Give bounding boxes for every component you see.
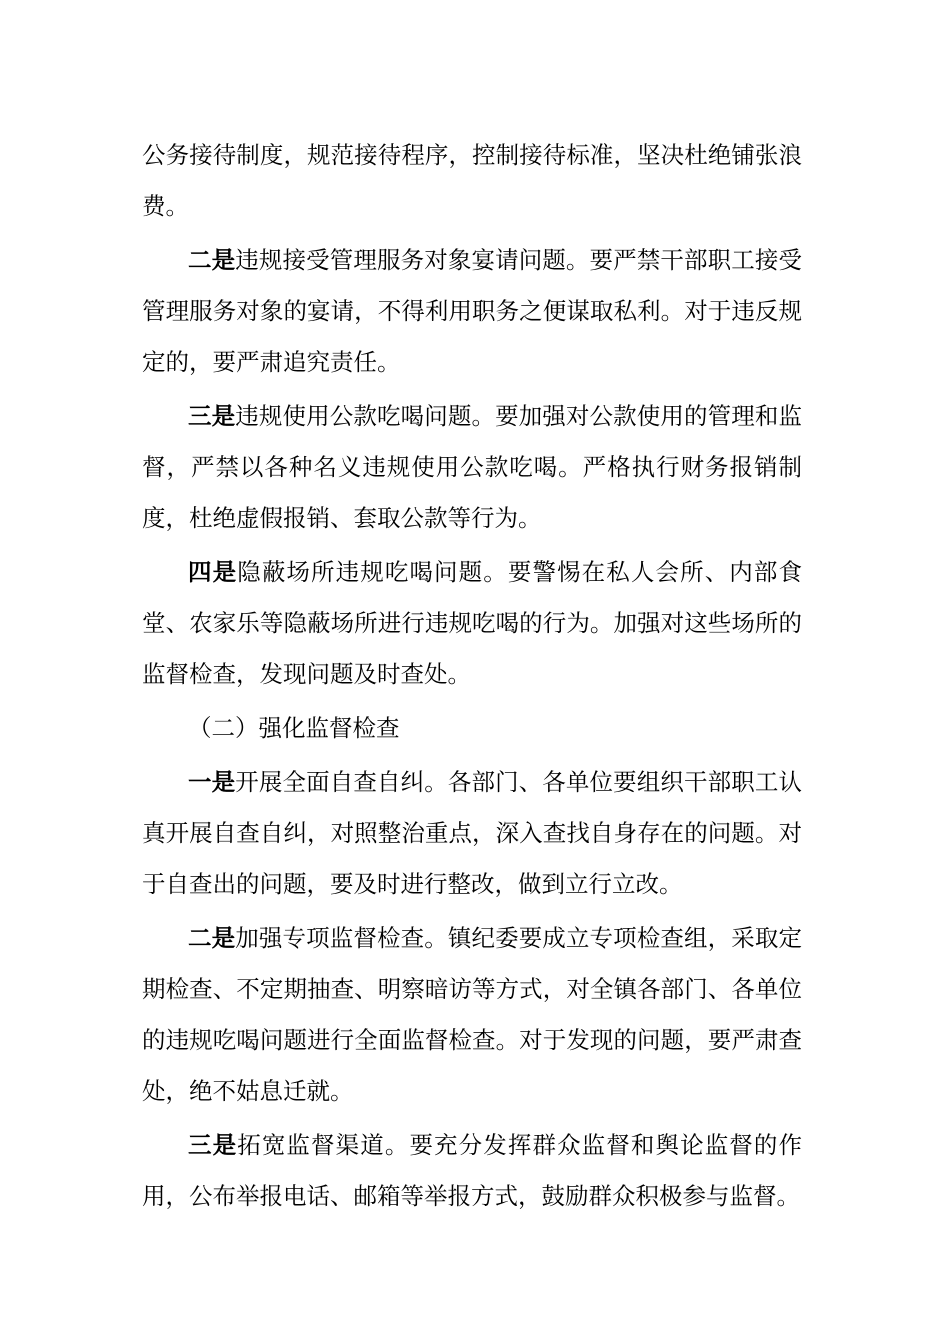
paragraph-text: 拓宽监督渠道。要充分发挥群众监督和舆论监督的作用，公布举报电话、邮箱等举报方式，鼓励群众积极参与监督。 (142, 1131, 803, 1210)
paragraph-item-3 (142, 391, 802, 544)
section-heading: （二）强化监督检查 (188, 714, 400, 742)
paragraph-lead: 三是 (188, 1131, 238, 1159)
section-paragraph-1 (142, 757, 802, 910)
paragraph-text: 公务接待制度，规范接待程序，控制接待标准，坚决杜绝铺张浪费。 (142, 141, 802, 220)
section-paragraph-3 (142, 1120, 802, 1222)
paragraph-lead: 三是 (188, 402, 236, 430)
paragraph-text: 违规接受管理服务对象宴请问题。要严禁干部职工接受管理服务对象的宴请，不得利用职务之便谋取私利。对于违反规定的，要严肃追究责任。 (142, 246, 803, 376)
paragraph-lead: 四是 (188, 558, 238, 586)
paragraph-lead: 二是 (188, 246, 236, 274)
paragraph-lead: 二是 (188, 924, 236, 952)
section-paragraph-2 (142, 913, 802, 1117)
paragraph-text: 开展全面自查自纠。各部门、各单位要组织干部职工认真开展自查自纠，对照整治重点，深入查找自身存在的问题。对于自查出的问题，要及时进行整改，做到立行立改。 (142, 768, 803, 898)
paragraph-text: 加强专项监督检查。镇纪委要成立专项检查组，采取定期检查、不定期抽查、明察暗访等方式，对全镇各部门、各单位的违规吃喝问题进行全面监督检查。对于发现的问题，要严肃查处，绝不姑息迁就。 (142, 924, 803, 1105)
document-body (142, 130, 802, 1225)
paragraph-text: 违规使用公款吃喝问题。要加强对公款使用的管理和监督，严禁以各种名义违规使用公款吃喝。严格执行财务报销制度，杜绝虚假报销、套取公款等行为。 (142, 402, 803, 532)
paragraph-item-2 (142, 235, 802, 388)
paragraph-text: 隐蔽场所违规吃喝问题。要警惕在私人会所、内部食堂、农家乐等隐蔽场所进行违规吃喝的行为。加强对这些场所的监督检查，发现问题及时查处。 (142, 558, 803, 688)
paragraph-continuation (142, 130, 802, 232)
paragraph-item-4 (142, 547, 802, 700)
paragraph-lead: 一是 (188, 768, 236, 796)
